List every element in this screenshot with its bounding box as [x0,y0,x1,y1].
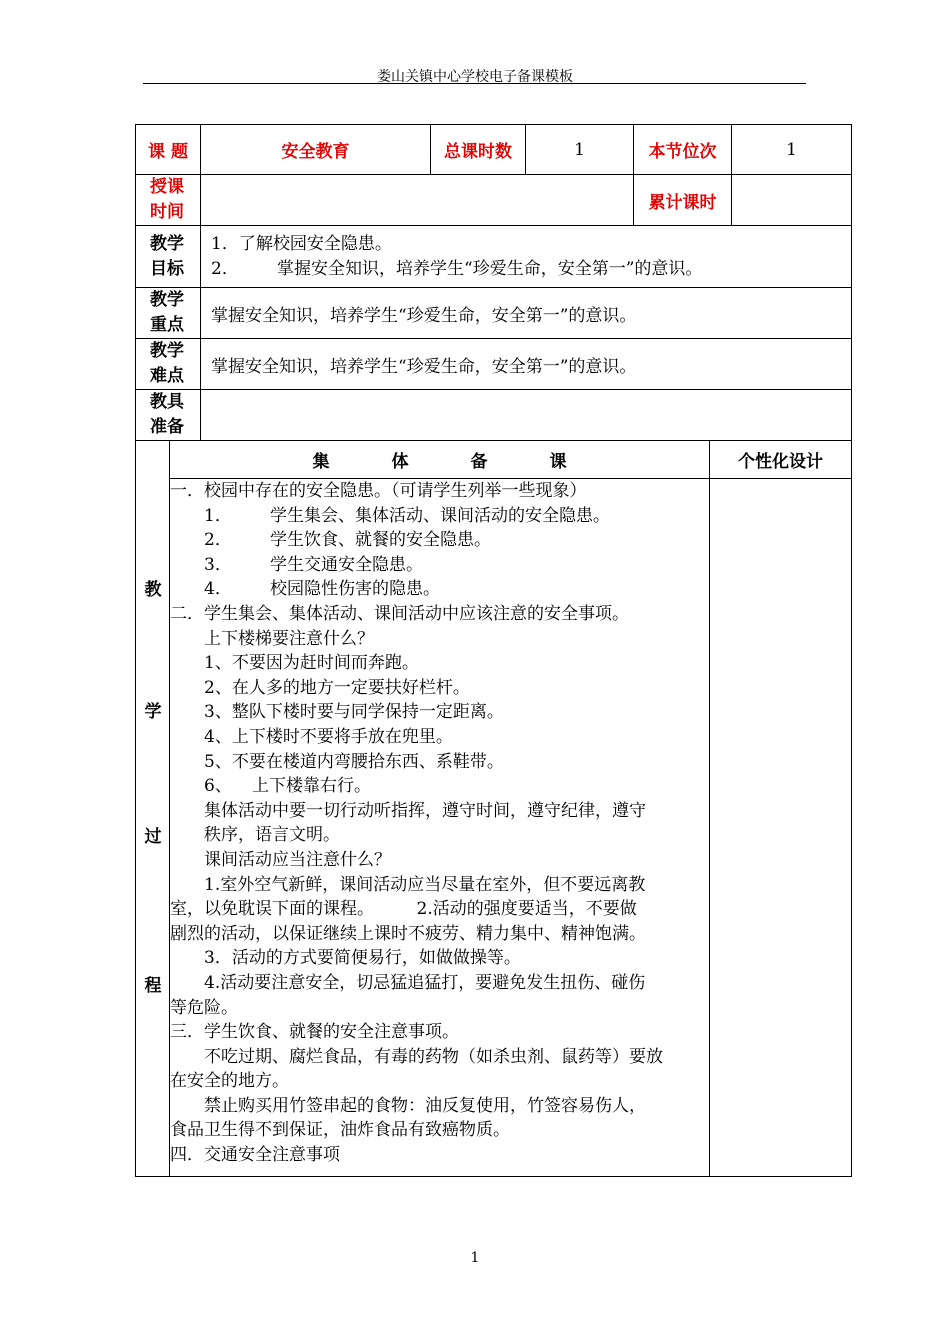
collective-prep-char-3: 备 [470,452,488,473]
cumulative-hours-value [732,175,852,226]
stairs-item-1: 1、不要因为赶时间而奔跑。 [204,653,419,674]
tools-content [201,390,852,441]
section-order-label: 本节位次 [634,125,732,175]
process-side-char-1: 教 [144,580,162,600]
tools-row [136,390,852,441]
section-1-heading: 一．校园中存在的安全隐患。（可请学生列举一些现象） [170,481,587,502]
process-content [170,479,710,1177]
break-item-1-line-1: 1.室外空气新鲜，课间活动应当尽量在室外，但不要远离教 [204,874,646,895]
goal-line-2-number: 2． [211,258,239,279]
header-divider [143,83,806,84]
group-activity-line-2: 秩序，语言文明。 [204,825,340,846]
info-row-topic [136,125,852,175]
process-header-row [136,441,852,479]
goals-label-line1: 教学 [150,233,184,254]
teach-time-value [201,175,634,226]
process-side-char-3: 过 [144,827,162,847]
teach-time-label-line1: 授课 [150,177,184,197]
key-row [136,288,852,339]
difficulty-content: 掌握安全知识，培养学生“珍爱生命，安全第一”的意识。 [201,339,852,390]
process-side-char-4: 程 [144,976,162,996]
stairs-item-3: 3、整队下楼时要与同学保持一定距离。 [204,702,504,723]
stairs-item-2: 2、在人多的地方一定要扶好栏杆。 [204,677,470,698]
section-2-heading: 二．学生集会、集体活动、课间活动中应该注意的安全事项。 [170,604,629,625]
section-4-heading: 四．交通安全注意事项 [170,1145,340,1166]
topic-label: 课 题 [136,125,201,175]
key-label [136,288,201,339]
break-item-3: 3．活动的方式要简便易行，如做做操等。 [204,948,521,969]
food-item-2-line-2: 食品卫生得不到保证，油炸食品有致癌物质。 [170,1120,510,1141]
hazard-item-2: 2． 学生饮食、就餐的安全隐患。 [204,530,491,551]
key-label-line2: 重点 [150,315,184,335]
personal-design-header: 个性化设计 [710,441,852,479]
group-activity-line-1: 集体活动中要一切行动听指挥，遵守时间，遵守纪律，遵守 [204,800,646,821]
break-item-4-line-1: 4.活动要注意安全，切忌猛追猛打，要避免发生扭伤、碰伤 [204,972,646,993]
goals-label-line2: 目标 [150,258,184,279]
difficulty-row [136,339,852,390]
stairs-item-6: 6、 上下楼靠右行。 [204,776,371,797]
goals-row [136,226,852,288]
cumulative-hours-label: 累计课时 [634,175,732,226]
document-header-title: 娄山关镇中心学校电子备课模板 [377,69,573,85]
teach-time-label [136,175,201,226]
goal-line-2 [211,257,851,282]
food-item-2-line-1: 禁止购买用竹签串起的食物：油反复使用，竹签容易伤人， [204,1095,646,1116]
section-order-value: 1 [732,125,852,175]
process-side-label-wrap [136,441,169,1176]
teach-time-label-line2: 时间 [150,202,184,222]
total-hours-value: 1 [526,125,634,175]
collective-prep-char-4: 课 [549,452,567,473]
difficulty-label [136,339,201,390]
process-content-row [136,479,852,1177]
break-question: 课间活动应当注意什么？ [204,849,391,870]
food-item-1-line-2: 在安全的地方。 [170,1071,289,1092]
process-side-char-2: 学 [144,702,162,722]
lesson-plan-table [135,124,852,1177]
section-3-heading: 三．学生饮食、就餐的安全注意事项。 [170,1022,459,1043]
process-side-label [136,441,170,1177]
stairs-item-4: 4、上下楼时不要将手放在兜里。 [204,726,453,747]
stairs-question: 上下楼梯要注意什么？ [204,628,374,649]
goal-line-1: 1．了解校园安全隐患。 [211,233,392,254]
tools-label-line1: 教具 [150,392,184,412]
tools-label-line2: 准备 [150,417,184,437]
key-content: 掌握安全知识，培养学生“珍爱生命，安全第一”的意识。 [201,288,852,339]
tools-label [136,390,201,441]
goals-content [201,226,852,288]
hazard-item-3: 3． 学生交通安全隐患。 [204,554,423,575]
difficulty-label-line2: 难点 [150,366,184,386]
break-item-1-line-3: 剧烈的活动，以保证继续上课时不疲劳、精力集中、精神饱满。 [170,923,646,944]
stairs-item-5: 5、不要在楼道内弯腰拾东西、系鞋带。 [204,751,504,772]
collective-prep-char-2: 体 [391,452,409,473]
page-number: 1 [470,1250,480,1266]
topic-value: 安全教育 [201,125,431,175]
break-item-4-line-2: 等危险。 [170,997,238,1018]
goal-line-2-text: 掌握安全知识，培养学生“珍爱生命，安全第一”的意识。 [277,258,703,279]
food-item-1-line-1: 不吃过期、腐烂食品，有毒的药物（如杀虫剂、鼠药等）要放 [204,1046,663,1067]
hazard-item-1: 1． 学生集会、集体活动、课间活动的安全隐患。 [204,505,610,526]
break-item-1-line-2: 室，以免耽误下面的课程。 2.活动的强度要适当，不要做 [170,899,637,920]
collective-prep-char-1: 集 [312,452,330,473]
hazard-item-4: 4． 校园隐性伤害的隐患。 [204,579,440,600]
key-label-line1: 教学 [150,290,184,310]
collective-prep-header [170,441,710,479]
info-row-time [136,175,852,226]
difficulty-label-line1: 教学 [150,341,184,361]
personal-design-content [710,479,852,1177]
total-hours-label: 总课时数 [431,125,526,175]
goals-label [136,226,201,288]
